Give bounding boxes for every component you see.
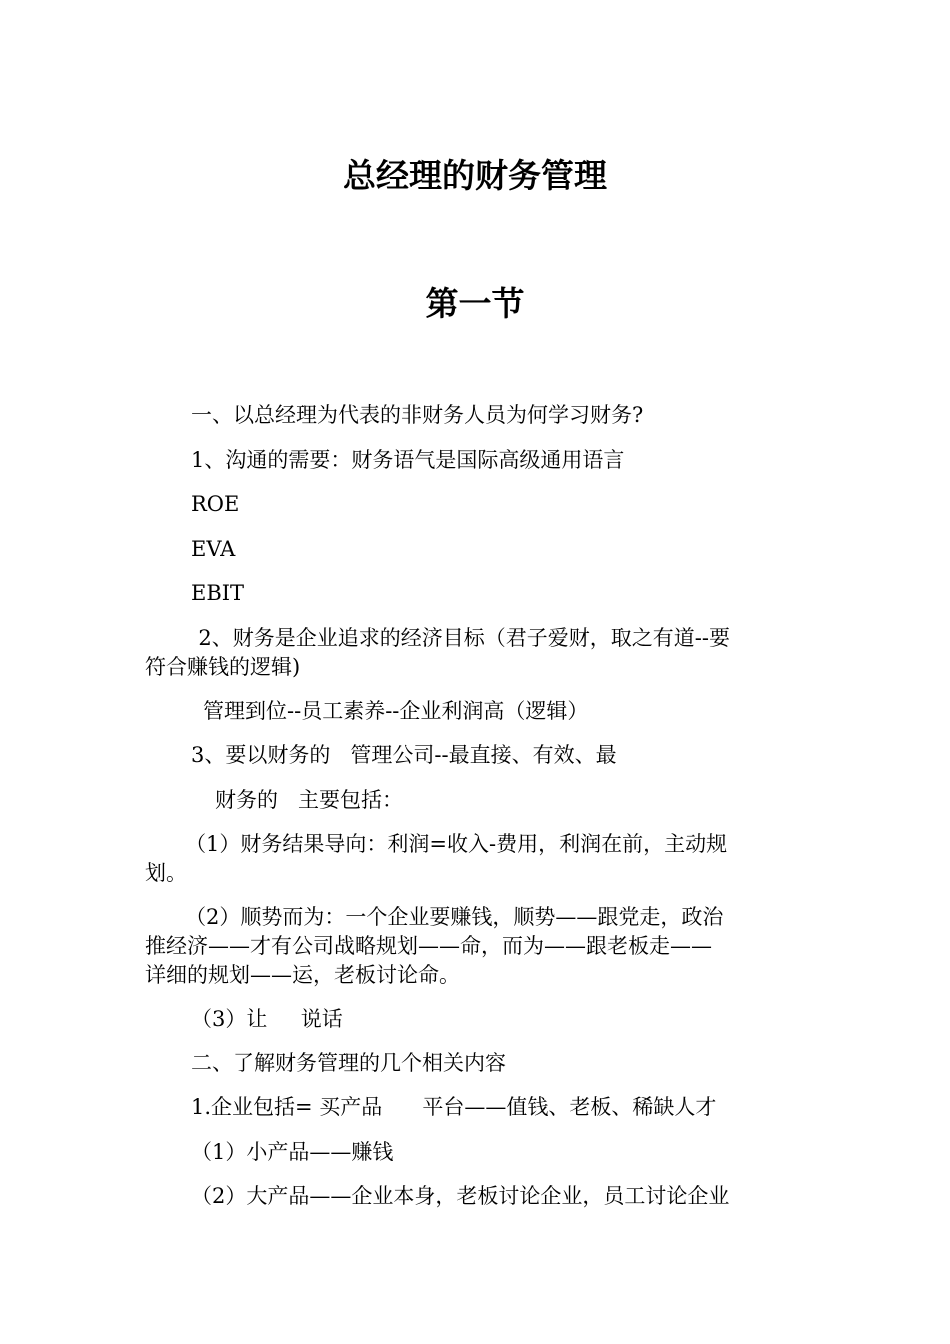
point-communication: 1、沟通的需要：财务语气是国际高级通用语言 (191, 448, 625, 472)
term-eva: EVA (191, 537, 236, 561)
item-result-oriented: （1）财务结果导向：利润=收入-费用，利润在前，主动规 划。 (145, 832, 728, 885)
point-finance-includes: 财务的 主要包括： (215, 788, 404, 812)
item-big-product: （2）大产品——企业本身，老板讨论企业，员工讨论企业 (191, 1184, 730, 1208)
point-manage-with-finance: 3、要以财务的 管理公司--最直接、有效、最 (191, 743, 617, 767)
item-small-product: （1）小产品——赚钱 (191, 1140, 394, 1164)
term-ebit: EBIT (191, 581, 245, 605)
heading-question-one: 一、以总经理为代表的非财务人员为何学习财务? (191, 403, 644, 427)
heading-question-two: 二、了解财务管理的几个相关内容 (191, 1051, 506, 1075)
document-title: 总经理的财务管理 (343, 156, 607, 195)
point-economic-goal: 2、财务是企业追求的经济目标（君子爱财，取之有道--要 符合赚钱的逻辑) (145, 626, 730, 679)
section-title: 第一节 (425, 284, 525, 323)
point-logic-chain: 管理到位--员工素养--企业利润高（逻辑） (203, 699, 589, 723)
item-let-speak: （3）让 说话 (191, 1007, 343, 1031)
item-follow-trend: （2）顺势而为：一个企业要赚钱，顺势——跟党走，政治 推经济——才有公司战略规划——命，而为——跟老板走—— 详细的规划——运，老板讨论命。 (145, 905, 724, 987)
term-roe: ROE (191, 492, 240, 516)
point-enterprise-includes: 1.企业包括= 买产品 平台——值钱、老板、稀缺人才 (191, 1095, 717, 1119)
